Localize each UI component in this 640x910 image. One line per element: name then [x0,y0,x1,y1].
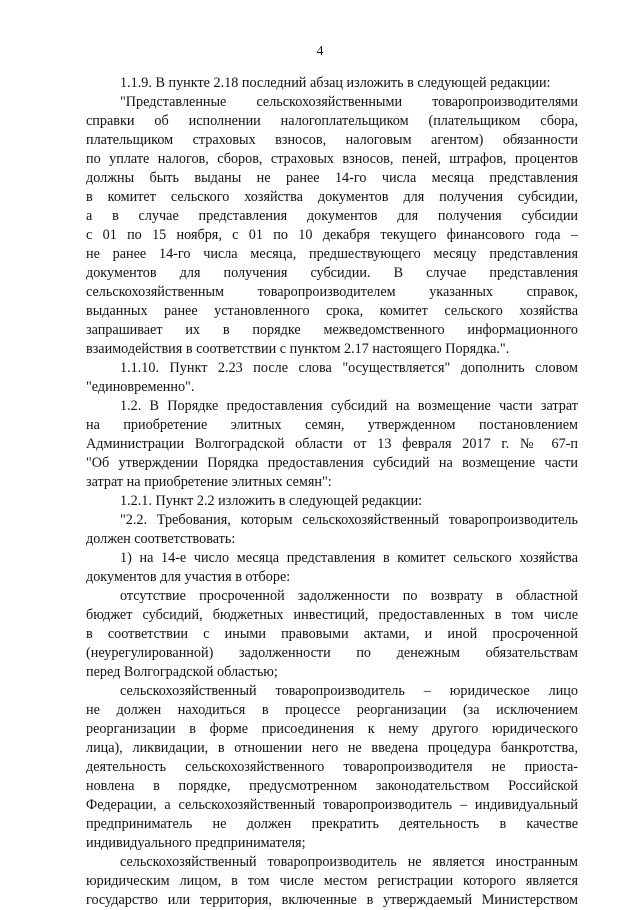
text-line: лица), ликвидации, в отношении него не введена процедура банкротства, [86,740,578,756]
text-line: справки об исполнении налогоплательщиком (плательщиком сбора, [86,113,578,129]
text-line: (неурегулированной) задолженности по денежным обязательствам [86,645,578,661]
text-line: не должен находиться в процессе реорганизации (за исключением [86,702,578,718]
text-line: индивидуального предпринимателя; [86,835,306,851]
text-line: с 01 по 15 ноября, с 01 по 10 декабря текущего финансового года – [86,227,578,243]
text-line: выданных ранее установленного срока, комитет сельского хозяйства [86,303,578,319]
text-line: предприниматель не должен прекратить деятельность в качестве [86,816,578,832]
text-line: государство или территория, включенные в утверждаемый Министерством [86,892,578,908]
text-line: запрашивает их в порядке межведомственного информационного [86,322,578,338]
text-line: новлена в порядке, предусмотренном законодательством Российской [86,778,578,794]
text-line: взаимодействия в соответствии с пунктом 2.17 настоящего Порядка.". [86,341,510,357]
text-line: на приобретение элитных семян, утвержденном постановлением [86,417,578,433]
text-line: деятельность сельскохозяйственного товаропроизводителя не приоста- [86,759,578,775]
text-line: а в случае представления документов для получения субсидии [86,208,578,224]
text-line: не ранее 14-го числа месяца, предшествующего месяцу представления [86,246,578,262]
text-line: в соответствии с иными правовыми актами, и иной просроченной [86,626,578,642]
text-line: юридическим лицом, в том числе местом регистрации которого является [86,873,578,889]
text-line: в комитет сельского хозяйства документов для получения субсидии, [86,189,578,205]
text-line: по уплате налогов, сборов, страховых взносов, пеней, штрафов, процентов [86,151,578,167]
text-line: "2.2. Требования, которым сельскохозяйственный товаропроизводитель [120,512,578,528]
text-line: документов для получения субсидии. В случае представления [86,265,578,281]
text-line: перед Волгоградской областью; [86,664,278,680]
text-line: сельскохозяйственный товаропроизводитель не является иностранным [120,854,578,870]
text-line: документов для участия в отборе: [86,569,291,585]
text-line: реорганизации в форме присоединения к нему другого юридического [86,721,578,737]
text-line: должны быть выданы не ранее 14-го числа месяца представления [86,170,578,186]
text-line: 1) на 14-е число месяца представления в комитет сельского хозяйства [120,550,578,566]
text-line: 1.2. В Порядке предоставления субсидий на возмещение части затрат [120,398,578,414]
text-line: должен соответствовать: [86,531,236,547]
text-line: 1.1.10. Пункт 2.23 после слова "осуществляется" дополнить словом [120,360,578,376]
page-number: 4 [316,44,324,59]
text-line: плательщиком страховых взносов, налоговым агентом) обязанности [86,132,578,148]
text-line: "единовременно". [86,379,195,395]
text-line: Администрации Волгоградской области от 13 февраля 2017 г. № 67-п [86,436,578,452]
text-line: "Об утверждении Порядка предоставления субсидий на возмещение части [86,455,578,471]
text-line: сельскохозяйственным товаропроизводителем указанных справок, [86,284,578,300]
text-line: Федерации, а сельскохозяйственный товаропроизводитель – индивидуальный [86,797,578,813]
text-line: затрат на приобретение элитных семян": [86,474,332,490]
text-line: 1.2.1. Пункт 2.2 изложить в следующей редакции: [120,493,423,509]
text-line: 1.1.9. В пункте 2.18 последний абзац изложить в следующей редакции: [120,75,551,91]
text-line: бюджет субсидий, бюджетных инвестиций, предоставленных в том числе [86,607,578,623]
text-line: "Представленные сельскохозяйственными товаропроизводителями [120,94,578,110]
text-line: отсутствие просроченной задолженности по возврату в областной [120,588,578,604]
text-line: сельскохозяйственный товаропроизводитель – юридическое лицо [120,683,578,699]
